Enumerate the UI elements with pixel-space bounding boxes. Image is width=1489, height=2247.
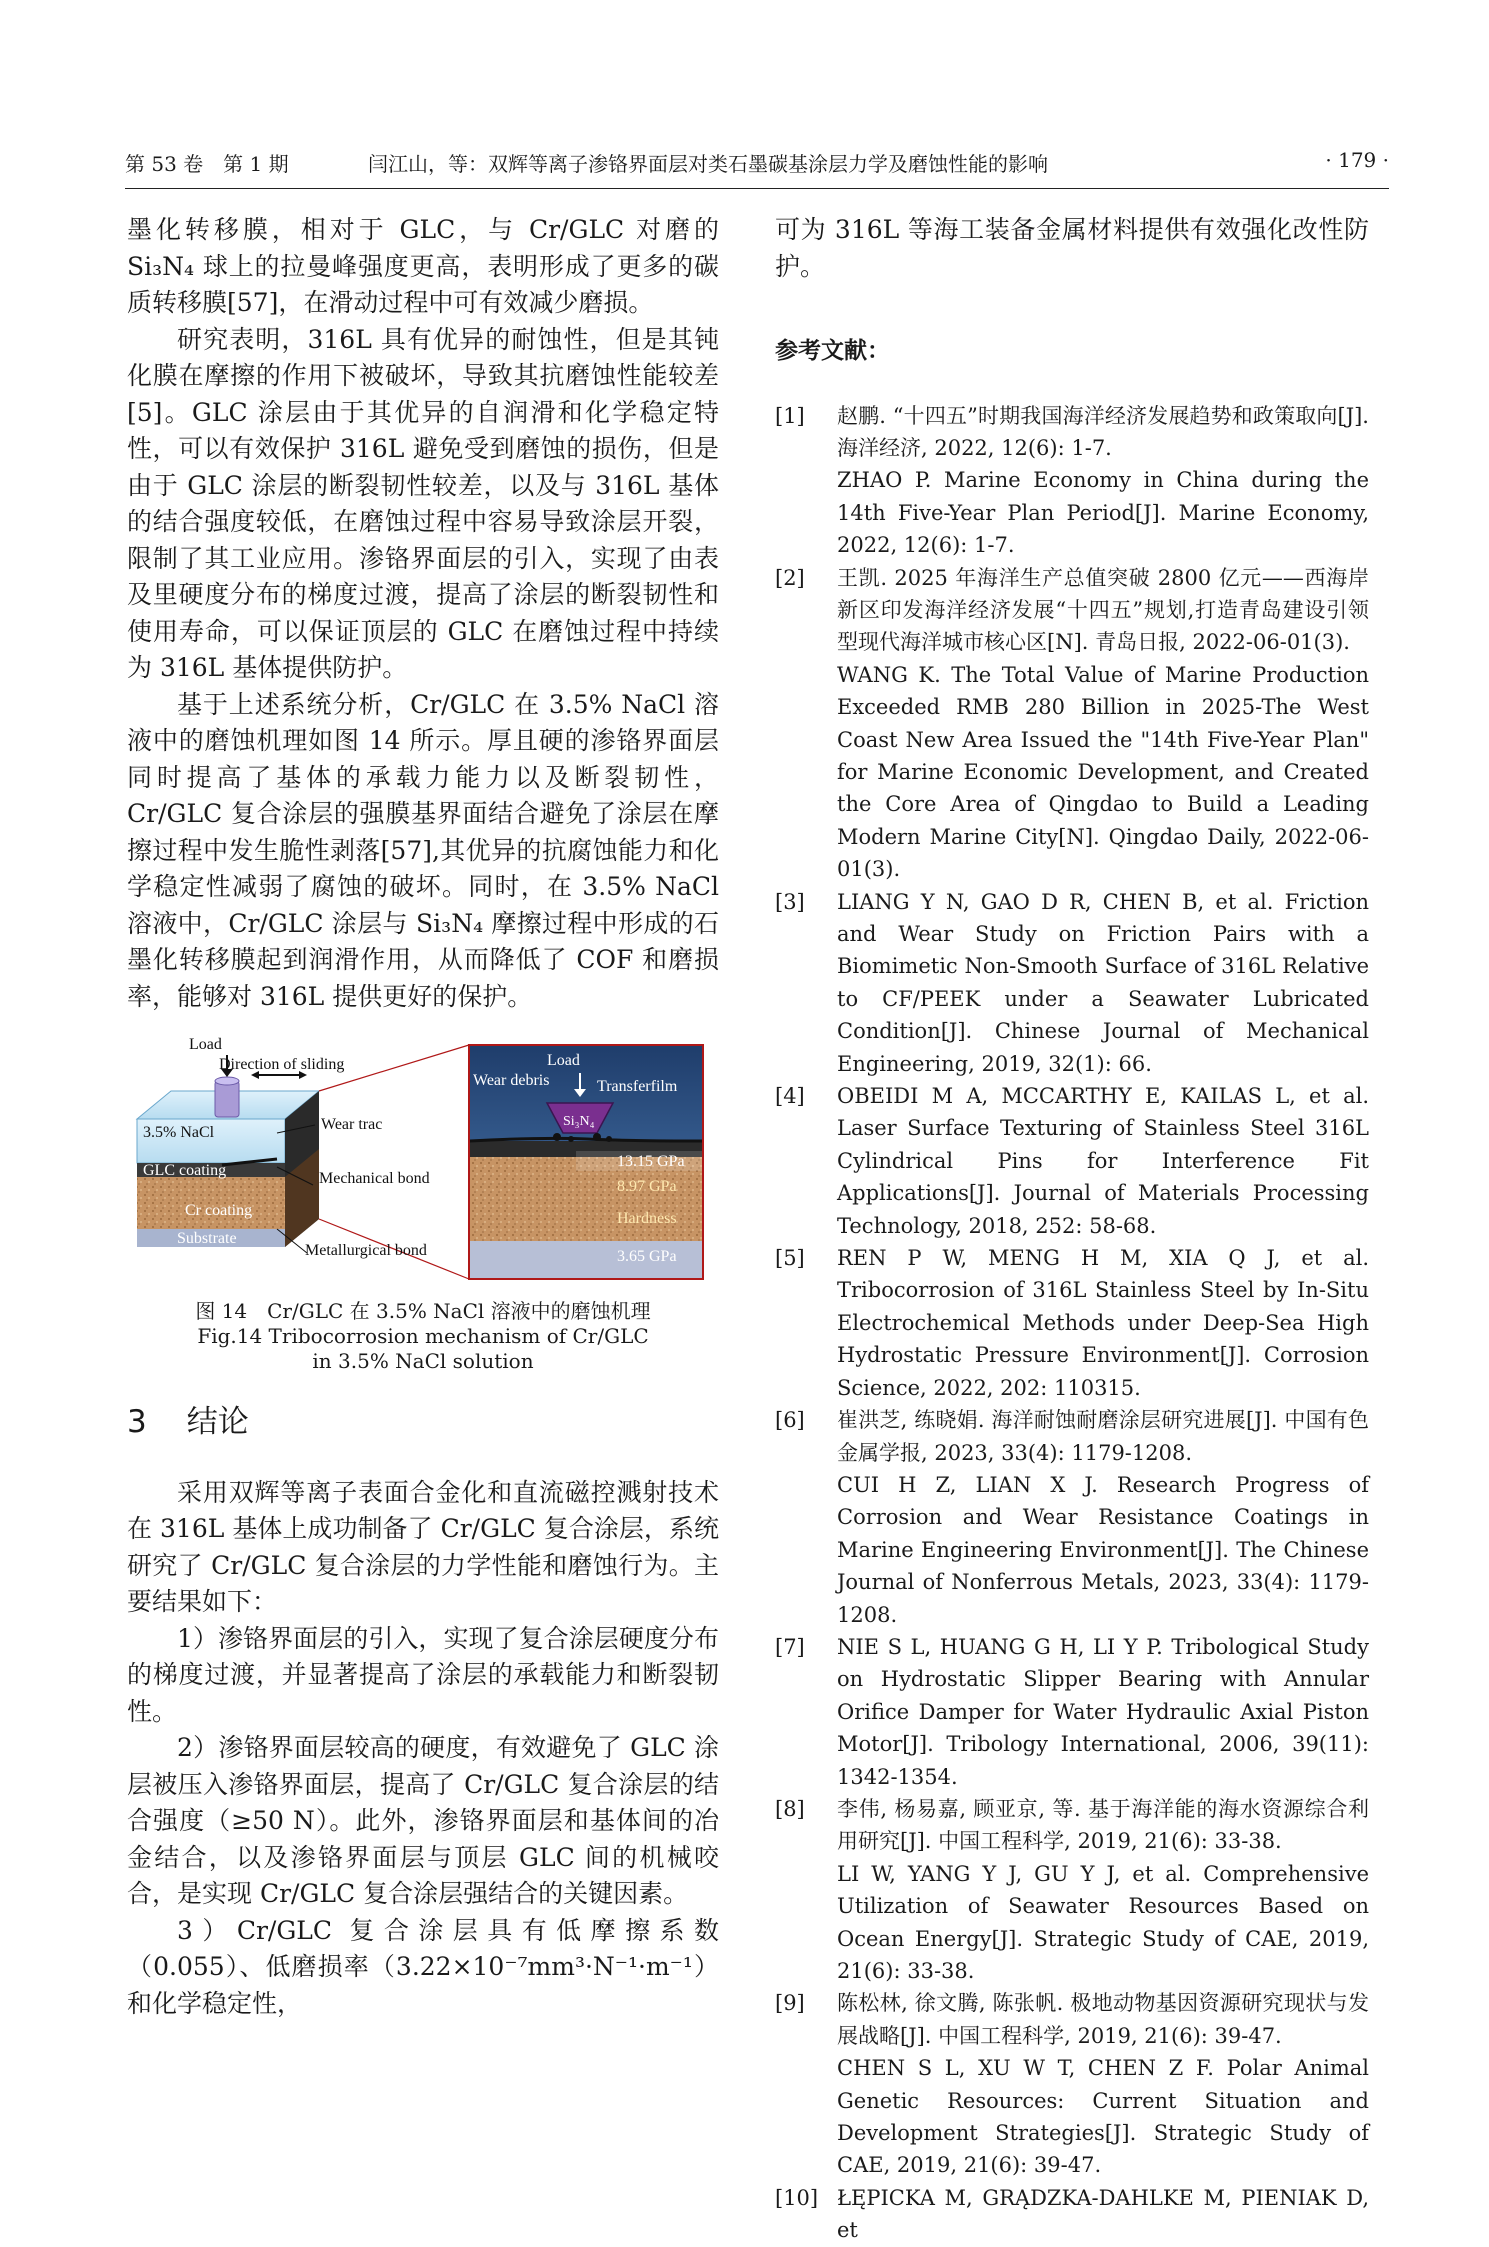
page-number: · 179 · [1325,148,1389,172]
reference-number: [5] [775,1246,805,1271]
reference-item [775,1631,1369,1793]
reference-number: [7] [775,1634,805,1659]
section-number: 3 [127,1404,147,1440]
conclusion-continued: 可为 316L 等海工装备金属材料提供有效强化改性防护。 [775,215,1369,281]
reference-text: 李伟, 杨易嘉, 顾亚京, 等. 基于海洋能的海水资源综合利用研究[J]. 中国工程科学, 2019, 21(6): 33-38. [837,1796,1369,1854]
journal-volume: 第 53 卷 第 1 期 [125,152,289,176]
reference-number: [9] [775,1991,805,2016]
reference-number: [6] [775,1408,805,1433]
reference-text: ŁĘPICKA M, GRĄDZKA-DAHLKE M, PIENIAK D, et [837,2185,1369,2243]
caption-en-1: Fig.14 Tribocorrosion mechanism of Cr/GLC [197,1324,649,1348]
reference-text: LI W, YANG Y J, GU Y J, et al. Comprehensive Utilization of Seawater Resources Based on Ocean Energy[J]. Strategic Study of CAE, 2019, 21(6): 33-38. [837,1861,1369,1983]
page-header [125,148,1389,189]
reference-text: 王凯. 2025 年海洋生产总值突破 2800 亿元——西海岸新区印发海洋经济发展“十四五”规划,打造青岛建设引领型现代海洋城市核心区[N]. 青岛日报, 2022-06-01(3). [837,565,1369,655]
conclusion-3: 3）Cr/GLC 复合涂层具有低摩擦系数（0.055）、低磨损率（3.22×10⁻⁷mm³·N⁻¹·m⁻¹）和化学稳定性， [127,1915,719,2018]
label-wear-debris: Wear debris [473,1072,550,1089]
reference-text: NIE S L, HUANG G H, LI Y P. Tribological Study on Hydrostatic Slipper Bearing with Annular Orifice Damper for Water Hydraulic Axial Piston Motor[J]. Tribology International, 2006, 39(11): 1342-1354. [837,1634,1369,1789]
conclusion-intro: 采用双辉等离子表面合金化和直流磁控溅射技术在 316L 基体上成功制备了 Cr/GLC 复合涂层，系统研究了 Cr/GLC 复合涂层的力学性能和磨蚀行为。主要结果如下： [127,1477,719,1616]
section-heading [127,1404,719,1441]
label-si3n4: Si₃N₄ [563,1114,595,1129]
reference-list [775,400,1369,2247]
label-wear-trac: Wear trac [321,1116,383,1133]
label-glc-coating: GLC coating [143,1162,227,1179]
reference-text: CUI H Z, LIAN X J. Research Progress of Corrosion and Wear Resistance Coatings in Marine Engineering Environment[J]. The Chinese Journal of Nonferrous Metals, 2023, 33(4): 1179-1208. [837,1472,1369,1627]
reference-item [775,1793,1369,1987]
reference-item [775,2182,1369,2247]
caption-cn: 图 14 Cr/GLC 在 3.5% NaCl 溶液中的磨蚀机理 [195,1299,651,1323]
running-title: 闫江山，等：双辉等离子渗铬界面层对类石墨碳基涂层力学及磨蚀性能的影响 [368,152,1048,176]
reference-number: [1] [775,403,805,428]
paragraph-3: 基于上述系统分析，Cr/GLC 在 3.5% NaCl 溶液中的磨蚀机理如图 14 所示。厚且硬的渗铬界面层同时提高了基体的承载力能力以及断裂韧性，Cr/GLC 复合涂层的强膜基界面结合避免了涂层在摩擦过程中发生脆性剥落[57],其优异的抗腐蚀能力和化学稳定性减弱了腐蚀的破坏。同时，在 3.5% NaCl 溶液中，Cr/GLC 涂层与 Si₃N₄ 摩擦过程中形成的石墨化转移膜起到润滑作用，从而降低了 COF 和磨损率，能够对 316L 提供更好的保护。 [127,689,719,1011]
label-hardness-2: 8.97 GPa [617,1178,677,1195]
paragraph-2: 研究表明，316L 具有优异的耐蚀性，但是其钝化膜在摩擦的作用下被破坏，导致其抗磨蚀性能较差[5]。GLC 涂层由于其优异的自润滑和化学稳定特性，可以有效保护 316L 避免受到磨蚀的损伤，但是由于 GLC 涂层的断裂韧性较差，以及与 316L 基体的结合强度较低，在磨蚀过程中容易导致涂层开裂，限制了其工业应用。渗铬界面层的引入，实现了由表及里硬度分布的梯度过渡，提高了涂层的断裂韧性和使用寿命，可以保证顶层的 GLC 在磨蚀过程中持续为 316L 基体提供防护。 [127,324,719,682]
figure-14 [127,1033,719,1374]
caption-en-2: in 3.5% NaCl solution [312,1349,534,1373]
section-title: 结论 [186,1404,249,1440]
right-column [775,212,1369,2247]
reference-number: [4] [775,1084,805,1109]
label-load: Load [189,1036,222,1053]
label-hardness-1: 13.15 GPa [617,1153,685,1170]
reference-text: REN P W, MENG H M, XIA Q J, et al. Tribocorrosion of 316L Stainless Steel by In-Situ Electrochemical Methods under Deep-Sea High Hydrostatic Pressure Environment[J]. Corrosion Science, 2022, 202: 110315. [837,1246,1369,1400]
reference-item [775,1080,1369,1242]
label-mechanical-bond: Mechanical bond [319,1170,430,1187]
reference-text: LIANG Y N, GAO D R, CHEN B, et al. Friction and Wear Study on Friction Pairs with a Biomimetic Non-Smooth Surface of 316L Relative to CF/PEEK under a Seawater Lubricated Condition[J]. Chinese Journal of Mechanical Engineering, 2019, 32(1): 66. [837,889,1369,1076]
label-substrate: Substrate [177,1230,237,1247]
tribocorrosion-diagram [127,1033,719,1295]
reference-text: 陈松林, 徐文腾, 陈张帆. 极地动物基因资源研究现状与发展战略[J]. 中国工程科学, 2019, 21(6): 39-47. [837,1991,1369,2048]
conclusion-1: 1）渗铬界面层的引入，实现了复合涂层硬度分布的梯度过渡，并显著提高了涂层的承载能力和断裂韧性。 [127,1623,719,1726]
label-direction: Direction of sliding [219,1056,345,1073]
reference-text: WANG K. The Total Value of Marine Production Exceeded RMB 280 Billion in 2025-The West Coast New Area Issued the "14th Five-Year Plan" for Marine Economic Development, and Created the Core Area of Qingdao to Build a Leading Modern Marine City[N]. Qingdao Daily, 2022-06-01(3). [837,662,1369,882]
label-transferfilm: Transferfilm [597,1078,678,1095]
left-column [127,212,719,2022]
label-cr-coating: Cr coating [185,1202,253,1219]
label-hardness: Hardness [617,1210,677,1227]
reference-item [775,1987,1369,2181]
reference-text: 崔洪芝, 练晓娟. 海洋耐蚀耐磨涂层研究进展[J]. 中国有色金属学报, 2023, 33(4): 1179-1208. [837,1408,1369,1465]
figure-caption [127,1299,719,1374]
reference-item [775,886,1369,1080]
reference-text: ZHAO P. Marine Economy in China during the 14th Five-Year Plan Period[J]. Marine Economy, 2022, 12(6): 1-7. [837,468,1369,558]
label-hardness-3: 3.65 GPa [617,1248,677,1265]
paragraph-1: 墨化转移膜，相对于 GLC，与 Cr/GLC 对磨的 Si₃N₄ 球上的拉曼峰强度更高，表明形成了更多的碳质转移膜[57]，在滑动过程中可有效减少磨损。 [127,215,719,317]
reference-text: OBEIDI M A, MCCARTHY E, KAILAS L, et al. Laser Surface Texturing of Stainless Steel 316L Cylindrical Pins for Interference Fit Applications[J]. Journal of Materials Processing Technology, 2018, 252: 58-68. [837,1084,1369,1238]
label-load-right: Load [547,1052,580,1069]
reference-number: [3] [775,889,805,914]
label-nacl: 3.5% NaCl [143,1124,215,1141]
reference-number: [8] [775,1796,805,1821]
reference-item [775,1404,1369,1631]
references-heading: 参考文献： [775,338,890,364]
reference-item [775,562,1369,886]
reference-number: [2] [775,565,805,590]
conclusion-2: 2）渗铬界面层较高的硬度，有效避免了 GLC 涂层被压入渗铬界面层，提高了 Cr/GLC 复合涂层的结合强度（≥50 N）。此外，渗铬界面层和基体间的冶金结合，以及渗铬界面层与顶层 GLC 间的机械咬合，是实现 Cr/GLC 复合涂层强结合的关键因素。 [127,1733,719,1908]
reference-text: CHEN S L, XU W T, CHEN Z F. Polar Animal Genetic Resources: Current Situation and Development Strategies[J]. Strategic Study of CAE, 2019, 21(6): 39-47. [837,2056,1369,2178]
reference-number: [10] [775,2185,819,2210]
label-metallurgical-bond: Metallurgical bond [305,1242,427,1259]
reference-item [775,1242,1369,1404]
reference-text: 赵鹏. “十四五”时期我国海洋经济发展趋势和政策取向[J]. 海洋经济, 2022, 12(6): 1-7. [837,403,1369,460]
reference-item [775,400,1369,562]
